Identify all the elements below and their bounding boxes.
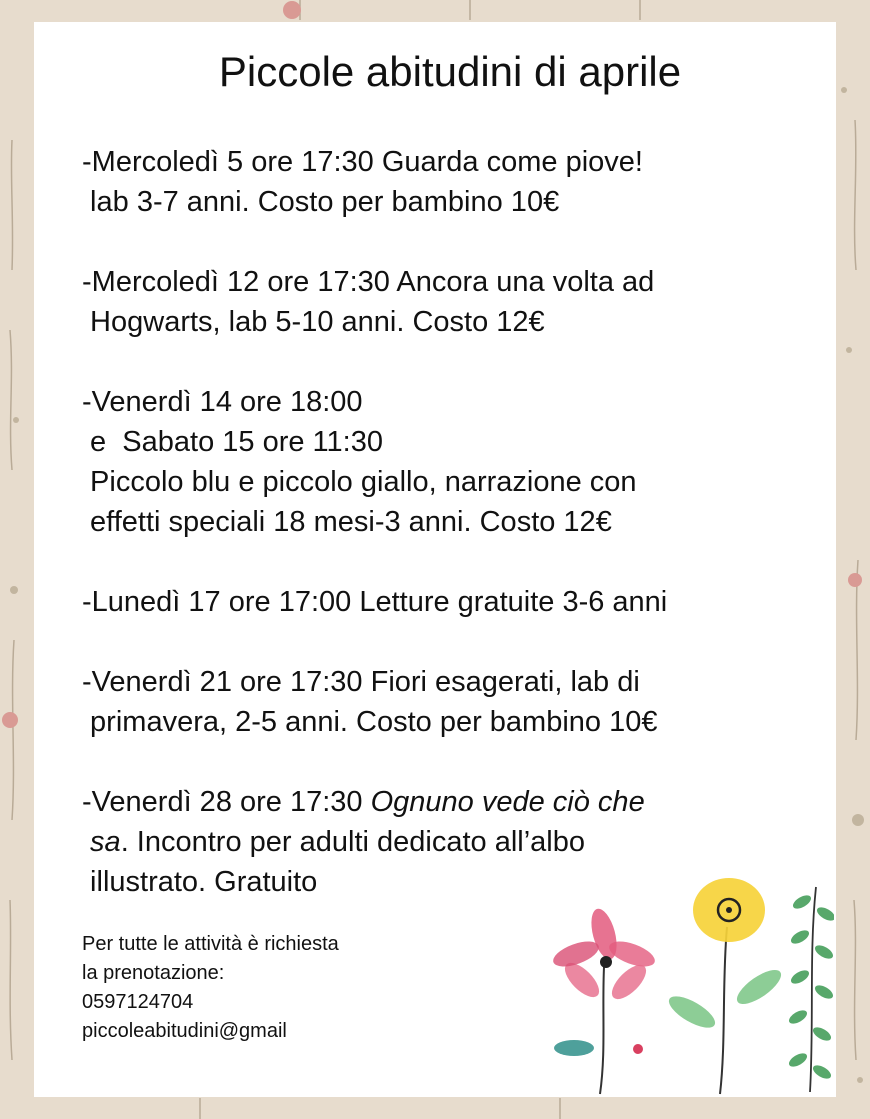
event-5-line-1: -Venerdì 21 ore 17:30 Fiori esagerati, lab di <box>82 666 640 698</box>
footer-line-2: la prenotazione: <box>82 962 225 984</box>
yellow-flower <box>664 878 786 1094</box>
event-6-book-title-1: Ognuno vede ciò che <box>370 786 645 818</box>
event-4-line-1: -Lunedì 17 ore 17:00 Letture gratuite 3-6 anni <box>82 586 668 618</box>
page-title: Piccole abitudini di aprile <box>218 48 682 95</box>
event-5-line-2: primavera, 2-5 anni. Costo per bambino 10€ <box>82 706 658 738</box>
event-3-line-3: Piccolo blu e piccolo giallo, narrazione con <box>82 466 637 498</box>
event-6-book-title-2: sa <box>82 826 121 858</box>
watercolor-flowers-illustration <box>504 862 834 1097</box>
flyer-card <box>34 22 836 1097</box>
event-1-line-1: -Mercoledì 5 ore 17:30 Guarda come piove! <box>82 146 643 178</box>
event-6-line-1 <box>82 784 645 820</box>
event-3-line-1: -Venerdì 14 ore 18:00 <box>82 386 363 418</box>
event-3-line-4: effetti speciali 18 mesi-3 anni. Costo 12€ <box>82 506 612 538</box>
event-6-line-2 <box>82 824 585 860</box>
footer-phone: 0597124704 <box>82 991 194 1013</box>
event-6-prefix: -Venerdì 28 ore 17:30 <box>82 786 371 818</box>
event-3-line-2: e Sabato 15 ore 11:30 <box>82 426 383 458</box>
event-2-line-2: Hogwarts, lab 5-10 anni. Costo 12€ <box>82 306 545 338</box>
pink-flower <box>550 906 658 1094</box>
green-sprig <box>787 887 834 1092</box>
event-2-line-1: -Mercoledì 12 ore 17:30 Ancora una volta ad <box>82 266 655 298</box>
event-1-line-2: lab 3-7 anni. Costo per bambino 10€ <box>82 186 560 218</box>
event-6-description: . Incontro per adulti dedicato all’albo <box>120 826 585 858</box>
event-6-line-3: illustrato. Gratuito <box>82 866 318 898</box>
footer-line-1: Per tutte le attività è richiesta <box>82 933 339 955</box>
footer-email: piccoleabitudini@gmail <box>82 1020 287 1042</box>
